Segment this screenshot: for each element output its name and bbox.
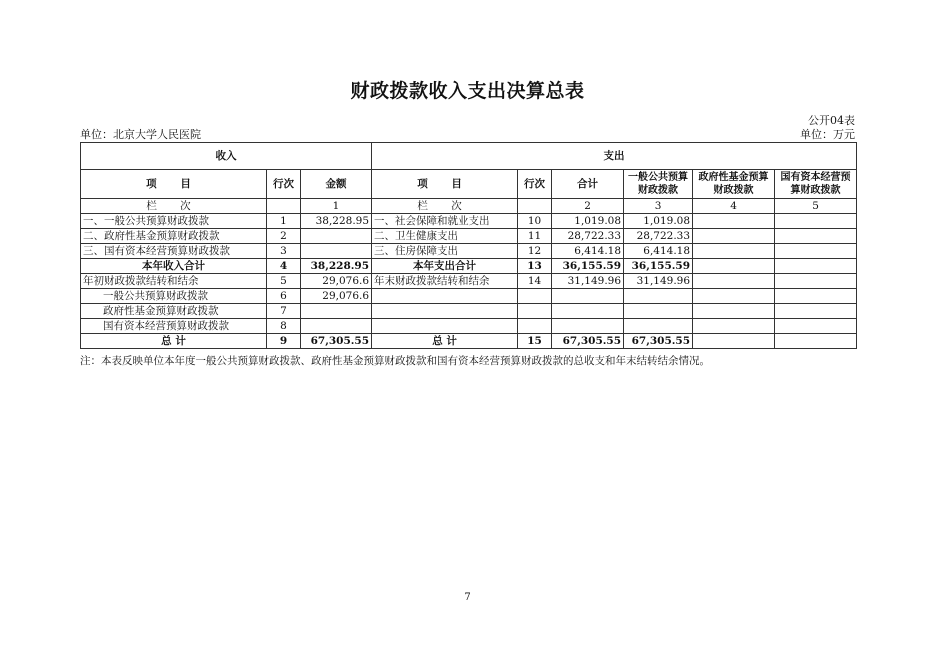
income-amount-header: 金额 — [301, 170, 372, 199]
fiscal-appropriation-table — [80, 142, 857, 349]
income-item-header: 项 目 — [81, 170, 267, 199]
expense-item: 年末财政拨款结转和结余 — [372, 274, 518, 289]
expense-fund — [693, 319, 775, 334]
income-item: 一般公共预算财政拨款 — [81, 289, 267, 304]
expense-total — [552, 289, 624, 304]
currency-unit: 单位：万元 — [800, 128, 855, 141]
expense-total — [552, 319, 624, 334]
income-row-no: 1 — [267, 214, 301, 229]
expense-general: 1,019.08 — [624, 214, 693, 229]
state-capital-header: 国有资本经营预算财政拨款 — [775, 170, 857, 199]
expense-row-no: 12 — [518, 244, 552, 259]
table-row — [81, 304, 857, 319]
expense-item: 一、社会保障和就业支出 — [372, 214, 518, 229]
expense-grand-total-general: 67,305.55 — [624, 334, 693, 349]
expense-capital — [775, 304, 857, 319]
income-grand-total-label: 总 计 — [81, 334, 267, 349]
expense-grand-total: 67,305.55 — [552, 334, 624, 349]
expense-general — [624, 289, 693, 304]
expense-header: 支出 — [372, 143, 857, 170]
income-row-no: 7 — [267, 304, 301, 319]
col-num-5: 5 — [775, 199, 857, 214]
expense-fund — [693, 304, 775, 319]
expense-item: 二、卫生健康支出 — [372, 229, 518, 244]
income-rowno-blank — [267, 199, 301, 214]
document-title: 财政拨款收入支出决算总表 — [350, 80, 585, 102]
header-row-sections — [81, 143, 857, 170]
expense-grand-total-label: 总 计 — [372, 334, 518, 349]
expense-item-header: 项 目 — [372, 170, 518, 199]
income-item: 政府性基金预算财政拨款 — [81, 304, 267, 319]
table-row — [81, 289, 857, 304]
expense-capital — [775, 274, 857, 289]
expense-capital — [775, 244, 857, 259]
grand-total-row — [81, 334, 857, 349]
table-footnote: 注：本表反映单位本年度一般公共预算财政拨款、政府性基金预算财政拨款和国有资本经营预算财政拨款的总收支和年末结转结余情况。 — [80, 355, 710, 367]
income-item: 国有资本经营预算财政拨款 — [81, 319, 267, 334]
expense-subtotal-general: 36,155.59 — [624, 259, 693, 274]
expense-row-no — [518, 319, 552, 334]
expense-row-no — [518, 304, 552, 319]
expense-total: 1,019.08 — [552, 214, 624, 229]
expense-capital — [775, 259, 857, 274]
expense-total-header: 合计 — [552, 170, 624, 199]
expense-fund — [693, 214, 775, 229]
income-column-label: 栏 次 — [81, 199, 267, 214]
expense-row-no — [518, 289, 552, 304]
income-row-no: 6 — [267, 289, 301, 304]
expense-row-no: 15 — [518, 334, 552, 349]
col-num-2: 2 — [552, 199, 624, 214]
expense-capital — [775, 289, 857, 304]
income-item: 一、一般公共预算财政拨款 — [81, 214, 267, 229]
general-budget-header: 一般公共预算财政拨款 — [624, 170, 693, 199]
expense-total: 31,149.96 — [552, 274, 624, 289]
expense-item: 三、住房保障支出 — [372, 244, 518, 259]
table-row — [81, 229, 857, 244]
expense-fund — [693, 244, 775, 259]
income-amount: 29,076.6 — [301, 274, 372, 289]
expense-item — [372, 304, 518, 319]
col-num-3: 3 — [624, 199, 693, 214]
expense-fund — [693, 259, 775, 274]
expense-total: 28,722.33 — [552, 229, 624, 244]
expense-total — [552, 304, 624, 319]
expense-fund — [693, 229, 775, 244]
income-item: 三、国有资本经营预算财政拨款 — [81, 244, 267, 259]
expense-fund — [693, 274, 775, 289]
expense-general: 31,149.96 — [624, 274, 693, 289]
income-amount — [301, 244, 372, 259]
expense-general — [624, 319, 693, 334]
expense-subtotal-label: 本年支出合计 — [372, 259, 518, 274]
expense-rowno-header: 行次 — [518, 170, 552, 199]
expense-item — [372, 319, 518, 334]
expense-row-no: 14 — [518, 274, 552, 289]
expense-row-no: 11 — [518, 229, 552, 244]
expense-subtotal-total: 36,155.59 — [552, 259, 624, 274]
income-row-no: 9 — [267, 334, 301, 349]
col-num-1: 1 — [301, 199, 372, 214]
expense-capital — [775, 214, 857, 229]
form-code: 公开04表 — [808, 114, 855, 127]
income-grand-total-amount: 67,305.55 — [301, 334, 372, 349]
income-amount — [301, 319, 372, 334]
income-amount — [301, 304, 372, 319]
page-number: 7 — [464, 592, 471, 603]
expense-column-label: 栏 次 — [372, 199, 518, 214]
table-row — [81, 244, 857, 259]
income-row-no: 2 — [267, 229, 301, 244]
expense-total: 6,414.18 — [552, 244, 624, 259]
income-header: 收入 — [81, 143, 372, 170]
expense-item — [372, 289, 518, 304]
expense-row-no: 10 — [518, 214, 552, 229]
gov-fund-header: 政府性基金预算财政拨款 — [693, 170, 775, 199]
reporting-unit: 单位：北京大学人民医院 — [80, 128, 201, 141]
expense-rowno-blank — [518, 199, 552, 214]
expense-row-no: 13 — [518, 259, 552, 274]
expense-general: 28,722.33 — [624, 229, 693, 244]
expense-capital — [775, 334, 857, 349]
expense-general: 6,414.18 — [624, 244, 693, 259]
column-number-row — [81, 199, 857, 214]
income-row-no: 5 — [267, 274, 301, 289]
subtotal-row — [81, 259, 857, 274]
income-amount: 29,076.6 — [301, 289, 372, 304]
income-subtotal-amount: 38,228.95 — [301, 259, 372, 274]
table-row — [81, 274, 857, 289]
expense-capital — [775, 319, 857, 334]
expense-general — [624, 304, 693, 319]
income-rowno-header: 行次 — [267, 170, 301, 199]
income-row-no: 3 — [267, 244, 301, 259]
income-amount: 38,228.95 — [301, 214, 372, 229]
income-subtotal-label: 本年收入合计 — [81, 259, 267, 274]
expense-capital — [775, 229, 857, 244]
income-item: 年初财政拨款结转和结余 — [81, 274, 267, 289]
income-amount — [301, 229, 372, 244]
header-row-columns — [81, 170, 857, 199]
income-row-no: 4 — [267, 259, 301, 274]
table-row — [81, 214, 857, 229]
income-item: 二、政府性基金预算财政拨款 — [81, 229, 267, 244]
income-row-no: 8 — [267, 319, 301, 334]
col-num-4: 4 — [693, 199, 775, 214]
expense-fund — [693, 289, 775, 304]
expense-fund — [693, 334, 775, 349]
table-row — [81, 319, 857, 334]
